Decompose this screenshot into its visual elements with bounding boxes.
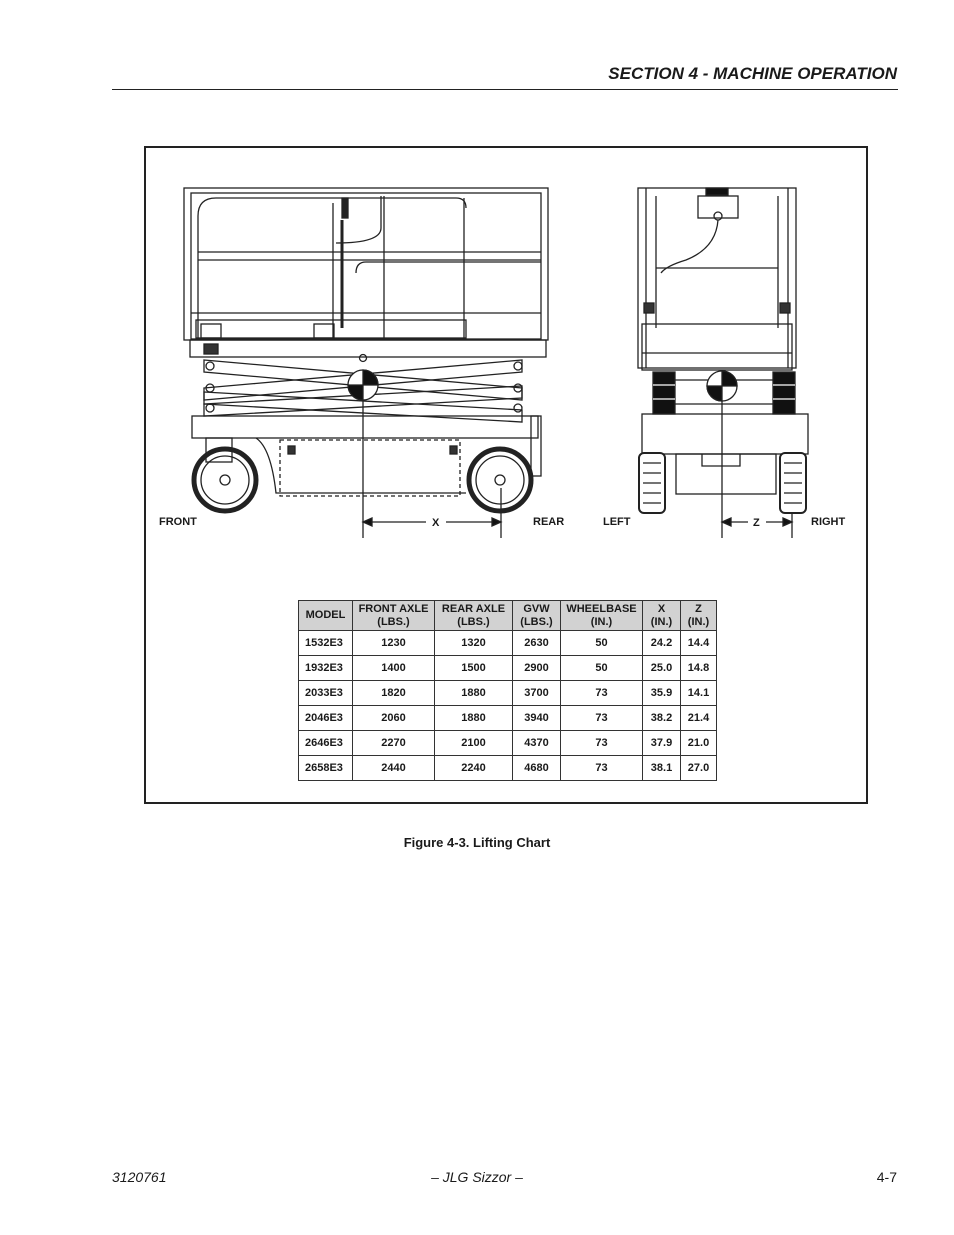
cell-model: 2046E3 bbox=[299, 706, 353, 731]
cell-x: 38.2 bbox=[643, 706, 681, 731]
z-dimension-label: Z bbox=[753, 517, 760, 529]
front-label: FRONT bbox=[159, 516, 197, 528]
header-wheelbase: WHEELBASE (IN.) bbox=[561, 601, 643, 631]
cell-z: 14.1 bbox=[681, 681, 717, 706]
cell-z: 21.4 bbox=[681, 706, 717, 731]
cell-wheelbase: 73 bbox=[561, 731, 643, 756]
cell-gvw: 2630 bbox=[513, 631, 561, 656]
x-dimension-line bbox=[363, 488, 501, 538]
document-number: 3120761 bbox=[112, 1169, 167, 1185]
cell-model: 2646E3 bbox=[299, 731, 353, 756]
cell-front-axle: 2060 bbox=[353, 706, 435, 731]
cell-rear-axle: 2100 bbox=[435, 731, 513, 756]
header-x: X (IN.) bbox=[643, 601, 681, 631]
cell-gvw: 4680 bbox=[513, 756, 561, 781]
side-guardrail bbox=[184, 188, 548, 340]
cell-x: 38.1 bbox=[643, 756, 681, 781]
table-row bbox=[299, 731, 717, 756]
table-row bbox=[299, 706, 717, 731]
rear-label: REAR bbox=[533, 516, 565, 528]
cell-front-axle: 1820 bbox=[353, 681, 435, 706]
cell-wheelbase: 73 bbox=[561, 681, 643, 706]
cell-wheelbase: 50 bbox=[561, 631, 643, 656]
cell-z: 21.0 bbox=[681, 731, 717, 756]
table-header-row bbox=[299, 601, 717, 631]
cell-x: 24.2 bbox=[643, 631, 681, 656]
header-front-axle: FRONT AXLE (LBS.) bbox=[353, 601, 435, 631]
cell-front-axle: 2440 bbox=[353, 756, 435, 781]
footer-product-name: – JLG Sizzor – bbox=[431, 1169, 523, 1185]
cell-rear-axle: 1880 bbox=[435, 706, 513, 731]
side-center-of-gravity-icon bbox=[348, 370, 378, 538]
cell-wheelbase: 50 bbox=[561, 656, 643, 681]
cell-model: 2658E3 bbox=[299, 756, 353, 781]
table-row bbox=[299, 756, 717, 781]
header-rear-axle: REAR AXLE (LBS.) bbox=[435, 601, 513, 631]
cell-front-axle: 2270 bbox=[353, 731, 435, 756]
cell-gvw: 2900 bbox=[513, 656, 561, 681]
header-model: MODEL bbox=[299, 601, 353, 631]
section-title: SECTION 4 - MACHINE OPERATION bbox=[608, 64, 897, 83]
lifting-chart-figure bbox=[144, 146, 868, 804]
cell-wheelbase: 73 bbox=[561, 706, 643, 731]
control-box-icon bbox=[661, 188, 738, 273]
header-z: Z (IN.) bbox=[681, 601, 717, 631]
cell-rear-axle: 1500 bbox=[435, 656, 513, 681]
cell-wheelbase: 73 bbox=[561, 756, 643, 781]
cell-model: 1532E3 bbox=[299, 631, 353, 656]
cell-x: 25.0 bbox=[643, 656, 681, 681]
rear-deck bbox=[642, 324, 792, 370]
cell-rear-axle: 1320 bbox=[435, 631, 513, 656]
cell-rear-axle: 2240 bbox=[435, 756, 513, 781]
table-row bbox=[299, 631, 717, 656]
table-row bbox=[299, 656, 717, 681]
cell-front-axle: 1230 bbox=[353, 631, 435, 656]
right-label: RIGHT bbox=[811, 516, 846, 528]
cell-gvw: 3940 bbox=[513, 706, 561, 731]
lifting-data-table bbox=[298, 600, 717, 781]
left-label: LEFT bbox=[603, 516, 631, 528]
machine-drawing bbox=[146, 148, 866, 578]
cell-z: 14.4 bbox=[681, 631, 717, 656]
cell-z: 27.0 bbox=[681, 756, 717, 781]
header-rule bbox=[112, 89, 898, 90]
cell-model: 2033E3 bbox=[299, 681, 353, 706]
figure-caption: Figure 4-3. Lifting Chart bbox=[403, 835, 551, 850]
cell-x: 37.9 bbox=[643, 731, 681, 756]
cell-rear-axle: 1880 bbox=[435, 681, 513, 706]
cell-z: 14.8 bbox=[681, 656, 717, 681]
cell-gvw: 3700 bbox=[513, 681, 561, 706]
table-row bbox=[299, 681, 717, 706]
header-gvw: GVW (LBS.) bbox=[513, 601, 561, 631]
cell-x: 35.9 bbox=[643, 681, 681, 706]
cell-front-axle: 1400 bbox=[353, 656, 435, 681]
x-dimension-label: X bbox=[432, 517, 440, 529]
cell-model: 1932E3 bbox=[299, 656, 353, 681]
page-number: 4-7 bbox=[876, 1169, 897, 1185]
cell-gvw: 4370 bbox=[513, 731, 561, 756]
